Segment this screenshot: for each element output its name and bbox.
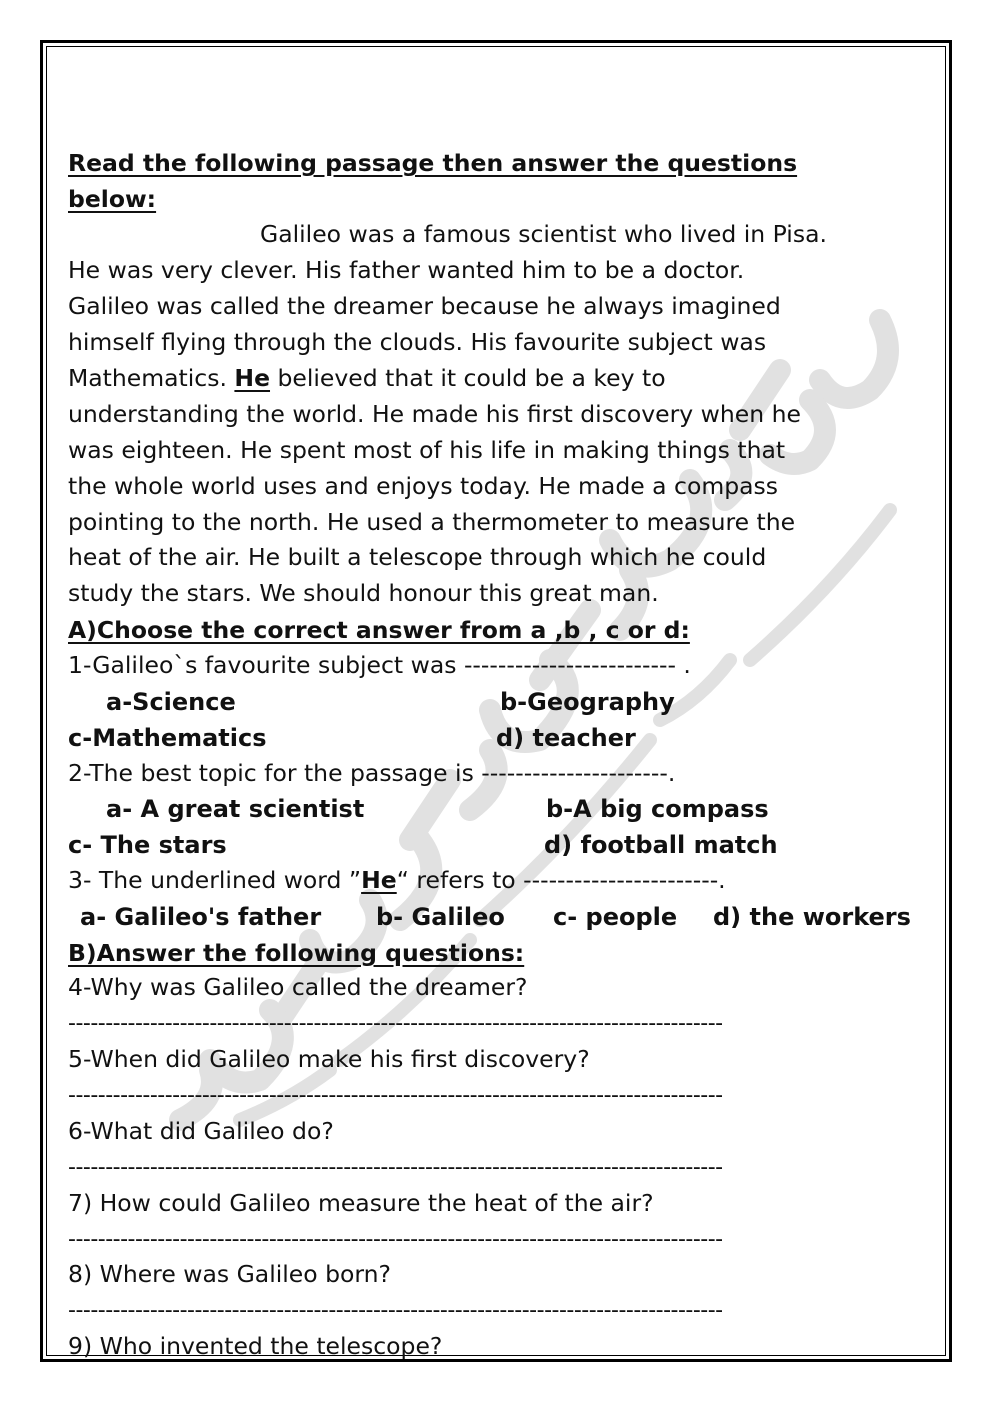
question-9: 9) Who invented the telescope?: [68, 1332, 443, 1360]
passage-line-11: study the stars. We should honour this great man.: [68, 579, 659, 607]
q2-option-c: c- The stars: [68, 831, 227, 859]
question-6: 6-What did Galileo do?: [68, 1117, 334, 1145]
passage-line-9: pointing to the north. He used a thermometer to measure the: [68, 508, 796, 536]
passage-line-8: the whole world uses and enjoys today. He made a compass: [68, 472, 779, 500]
passage-line-5-rest: believed that it could be a key to: [277, 364, 666, 392]
q2-option-d: d) football match: [544, 831, 778, 859]
question-2: 2-The best topic for the passage is ----------------------.: [68, 759, 676, 787]
question-4: 4-Why was Galileo called the dreamer?: [68, 973, 528, 1001]
question-7: 7) How could Galileo measure the heat of the air?: [68, 1189, 654, 1217]
passage-line-3: Galileo was called the dreamer because he always imagined: [68, 292, 781, 320]
q2-option-b: b-A big compass: [546, 795, 769, 823]
answer-line-7[interactable]: ----------------------------------------------------------------------------------------: [68, 1227, 723, 1252]
passage-word-mathematics: Mathematics.: [68, 364, 227, 392]
section-b-heading: B)Answer the following questions:: [68, 939, 525, 967]
passage-line-10: heat of the air. He built a telescope through which he could: [68, 543, 767, 571]
q3-option-b: b- Galileo: [376, 903, 505, 931]
question-5: 5-When did Galileo make his first discovery?: [68, 1045, 590, 1073]
instructions-heading: Read the following passage then answer the questions: [68, 149, 798, 177]
passage-line-5: [68, 360, 666, 396]
passage-line-4: himself flying through the clouds. His favourite subject was: [68, 328, 767, 356]
q1-option-c: c-Mathematics: [68, 724, 267, 752]
answer-line-5[interactable]: ----------------------------------------------------------------------------------------: [68, 1083, 723, 1108]
passage-line-2: He was very clever. His father wanted him to be a doctor.: [68, 256, 745, 284]
question-3: [68, 862, 726, 898]
question-3-prefix: 3- The underlined word ”: [68, 866, 362, 894]
answer-line-6[interactable]: ----------------------------------------------------------------------------------------: [68, 1155, 723, 1180]
answer-line-4[interactable]: ----------------------------------------------------------------------------------------: [68, 1011, 723, 1036]
underlined-word-he: He: [234, 364, 271, 392]
passage-line-7: was eighteen. He spent most of his life in making things that: [68, 436, 786, 464]
q3-option-c: c- people: [553, 903, 678, 931]
question-3-underlined-word: He: [361, 866, 397, 894]
q1-option-b: b-Geography: [500, 688, 675, 716]
q2-option-a: a- A great scientist: [106, 795, 365, 823]
q1-option-a: a-Science: [106, 688, 236, 716]
question-3-suffix: “ refers to -----------------------.: [396, 866, 726, 894]
instructions-heading-continued: below:: [68, 185, 157, 213]
passage-line-1: Galileo was a famous scientist who lived in Pisa.: [260, 220, 827, 248]
section-a-heading: A)Choose the correct answer from a ,b , c or d:: [68, 616, 690, 644]
question-8: 8) Where was Galileo born?: [68, 1260, 391, 1288]
q3-option-d: d) the workers: [713, 903, 911, 931]
answer-line-8[interactable]: ----------------------------------------------------------------------------------------: [68, 1298, 723, 1323]
q1-option-d: d) teacher: [496, 724, 636, 752]
q3-option-a: a- Galileo's father: [80, 903, 322, 931]
question-1: 1-Galileo`s favourite subject was ------------------------- .: [68, 651, 691, 679]
passage-line-6: understanding the world. He made his first discovery when he: [68, 400, 801, 428]
